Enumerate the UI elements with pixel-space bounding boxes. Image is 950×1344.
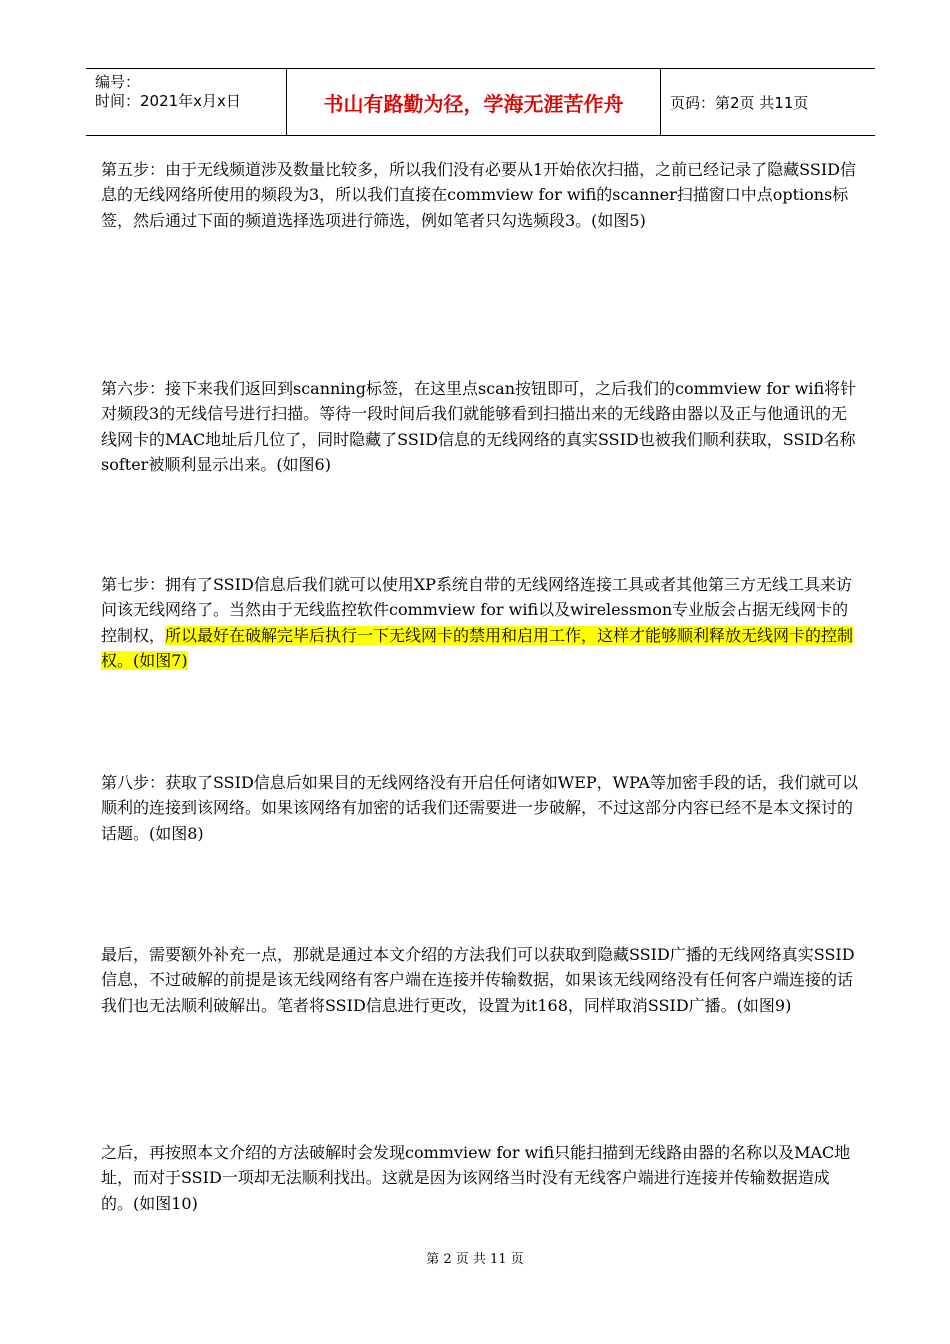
highlighted-text: 所以最好在破解完毕后执行一下无线网卡的禁用和启用工作，这样才能够顺利释放无线网卡的控制权。(如图7): [101, 625, 854, 670]
paragraph-step6: [101, 376, 861, 477]
paragraph-text: 之后，再按照本文介绍的方法破解时会发现commview for wifi只能扫描到无线路由器的名称以及MAC地址，而对于SSID一项却无法顺利找出。这就是因为该网络当时没有无线客户端进行连接并传输数据造成的。(如图10): [101, 1143, 851, 1213]
paragraph-text: 第八步：获取了SSID信息后如果目的无线网络没有开启任何诸如WEP，WPA等加密手段的话，我们就可以顺利的连接到该网络。如果该网络有加密的话我们还需要进一步破解，不过这部分内容已经不是本文探讨的话题。(如图8): [101, 773, 858, 843]
paragraph-text: 第五步：由于无线频道涉及数量比较多，所以我们没有必要从1开始依次扫描，之前已经记录了隐藏SSID信息的无线网络所使用的频段为3，所以我们直接在commview for wifi的scanner扫描窗口中点options标签，然后通过下面的频道选择选项进行筛选，例如笔者只勾选频段3。(如图5): [101, 160, 856, 230]
paragraph-text: 第七步：拥有了SSID信息后我们就可以使用XP系统自带的无线网络连接工具或者其他第三方无线工具来访问该无线网络了。当然由于无线监控软件commview for wifi以及wirelessmon专业版会占据无线网卡的控制权，: [101, 575, 852, 645]
header-left-cell: [86, 69, 287, 135]
paragraph-step8: [101, 770, 861, 846]
page-footer: 第 2 页 共 11 页: [426, 1252, 524, 1267]
paragraph-text: 第六步：接下来我们返回到scanning标签，在这里点scan按钮即可，之后我们的commview for wifi将针对频段3的无线信号进行扫描。等待一段时间后我们就能够看到扫描出来的无线路由器以及正与他通讯的无线网卡的MAC地址后几位了，同时隐藏了SSID信息的无线网络的真实SSID也被我们顺利获取，SSID名称softer被顺利显示出来。(如图6): [101, 379, 857, 474]
page-header: [86, 68, 875, 136]
paragraph-step7: [101, 572, 861, 673]
paragraph-after: [101, 1140, 861, 1216]
header-page-info: 页码：第2页 共11页: [670, 93, 809, 112]
serial-label: 编号：: [95, 73, 141, 91]
paragraph-step5: [101, 157, 861, 233]
paragraph-text: 最后，需要额外补充一点，那就是通过本文介绍的方法我们可以获取到隐藏SSID广播的无线网络真实SSID信息，不过破解的前提是该无线网络有客户端在连接并传输数据，如果该无线网络没有任何客户端连接的话我们也无法顺利破解出。笔者将SSID信息进行更改，设置为it168，同样取消SSID广播。(如图9): [101, 945, 855, 1015]
paragraph-final: [101, 942, 861, 1018]
header-motto: 书山有路勤为径，学海无涯苦作舟: [287, 69, 661, 135]
time-label: 时间：2021年x月x日: [95, 92, 241, 110]
